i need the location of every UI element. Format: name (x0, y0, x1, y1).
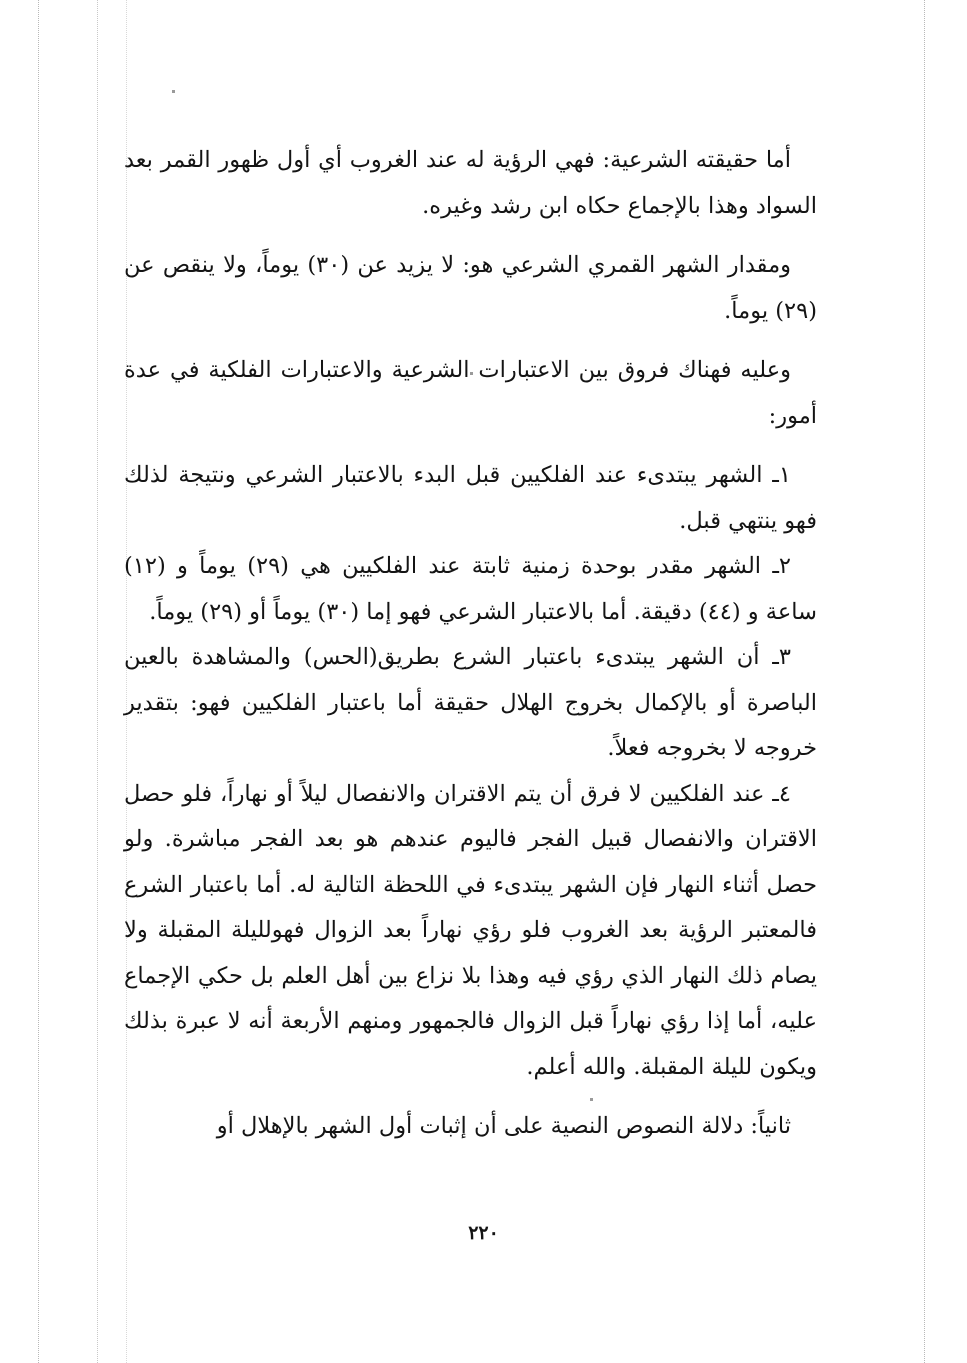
list-item-3: ٣ـ أن الشهر يبتدىء باعتبار الشرع بطريق(الحس) والمشاهدة بالعين الباصرة أو بالإكمال بخروج الهلال حقيقة أما باعتبار الفلكيين فهو: بتقدير خروجه لا بخروجه فعلاً. (124, 644, 817, 761)
body-text (124, 138, 817, 1164)
list-item-1: ١ـ الشهر يبتدىء عند الفلكيين قبل البدء بالاعتبار الشرعي ونتيجة لذلك فهو ينتهي قبل. (124, 462, 817, 534)
scan-speck (172, 90, 175, 93)
scan-edge-line (97, 0, 98, 1363)
page-number: ٢٢٠ (468, 1222, 499, 1244)
list-item-2: ٢ـ الشهر مقدر بوحدة زمنية ثابتة عند الفلكيين هي (٢٩) يوماً و (١٢) ساعة و (٤٤) دقيقة. أما بالاعتبار الشرعي فهو إما (٣٠) يوماً أو (٢٩) يوماً. (124, 553, 817, 625)
paragraph-secondly: ثانياً: دلالة النصوص النصية على أن إثبات أول الشهر بالإهلال أو (216, 1113, 791, 1139)
list-item-4: ٤ـ عند الفلكيين لا فرق أن يتم الاقتران والانفصال ليلاً أو نهاراً، فلو حصل الاقتران والانفصال قبيل الفجر فاليوم عندهم هو بعد الفجر مباشرة. ولو حصل أثناء النهار فإن الشهر يبتدىء في اللحظة التالية له. أما باعتبار الشرع فالمعتبر الرؤية بعد الغروب فلو رؤي نهاراً بعد الزوال فهولليلة المقبلة ولا يصام ذلك النهار الذي رؤي فيه وهذا بلا نزاع بين أهل العلم بل حكي الإجماع عليه، أما إذا رؤي نهاراً قبل الزوال فالجمهور ومنهم الأربعة أنه لا عبرة بذلك ويكون لليلة المقبلة. والله أعلم. (124, 780, 817, 1080)
paragraph-differences-intro: وعليه فهناك فروق بين الاعتبارات الشرعية والاعتبارات الفلكية في عدة أمور: (124, 357, 817, 429)
scan-edge-line (38, 0, 39, 1363)
paragraph-month-length: ومقدار الشهر القمري الشرعي هو: لا يزيد عن (٣٠) يوماً، ولا ينقص عن (٢٩) يوماً. (124, 252, 817, 324)
paragraph-definition: أما حقيقته الشرعية: فهي الرؤية له عند الغروب أي أول ظهور القمر بعد السواد وهذا بالإجماع حكاه ابن رشد وغيره. (124, 147, 817, 219)
scan-edge-line (924, 0, 925, 1363)
